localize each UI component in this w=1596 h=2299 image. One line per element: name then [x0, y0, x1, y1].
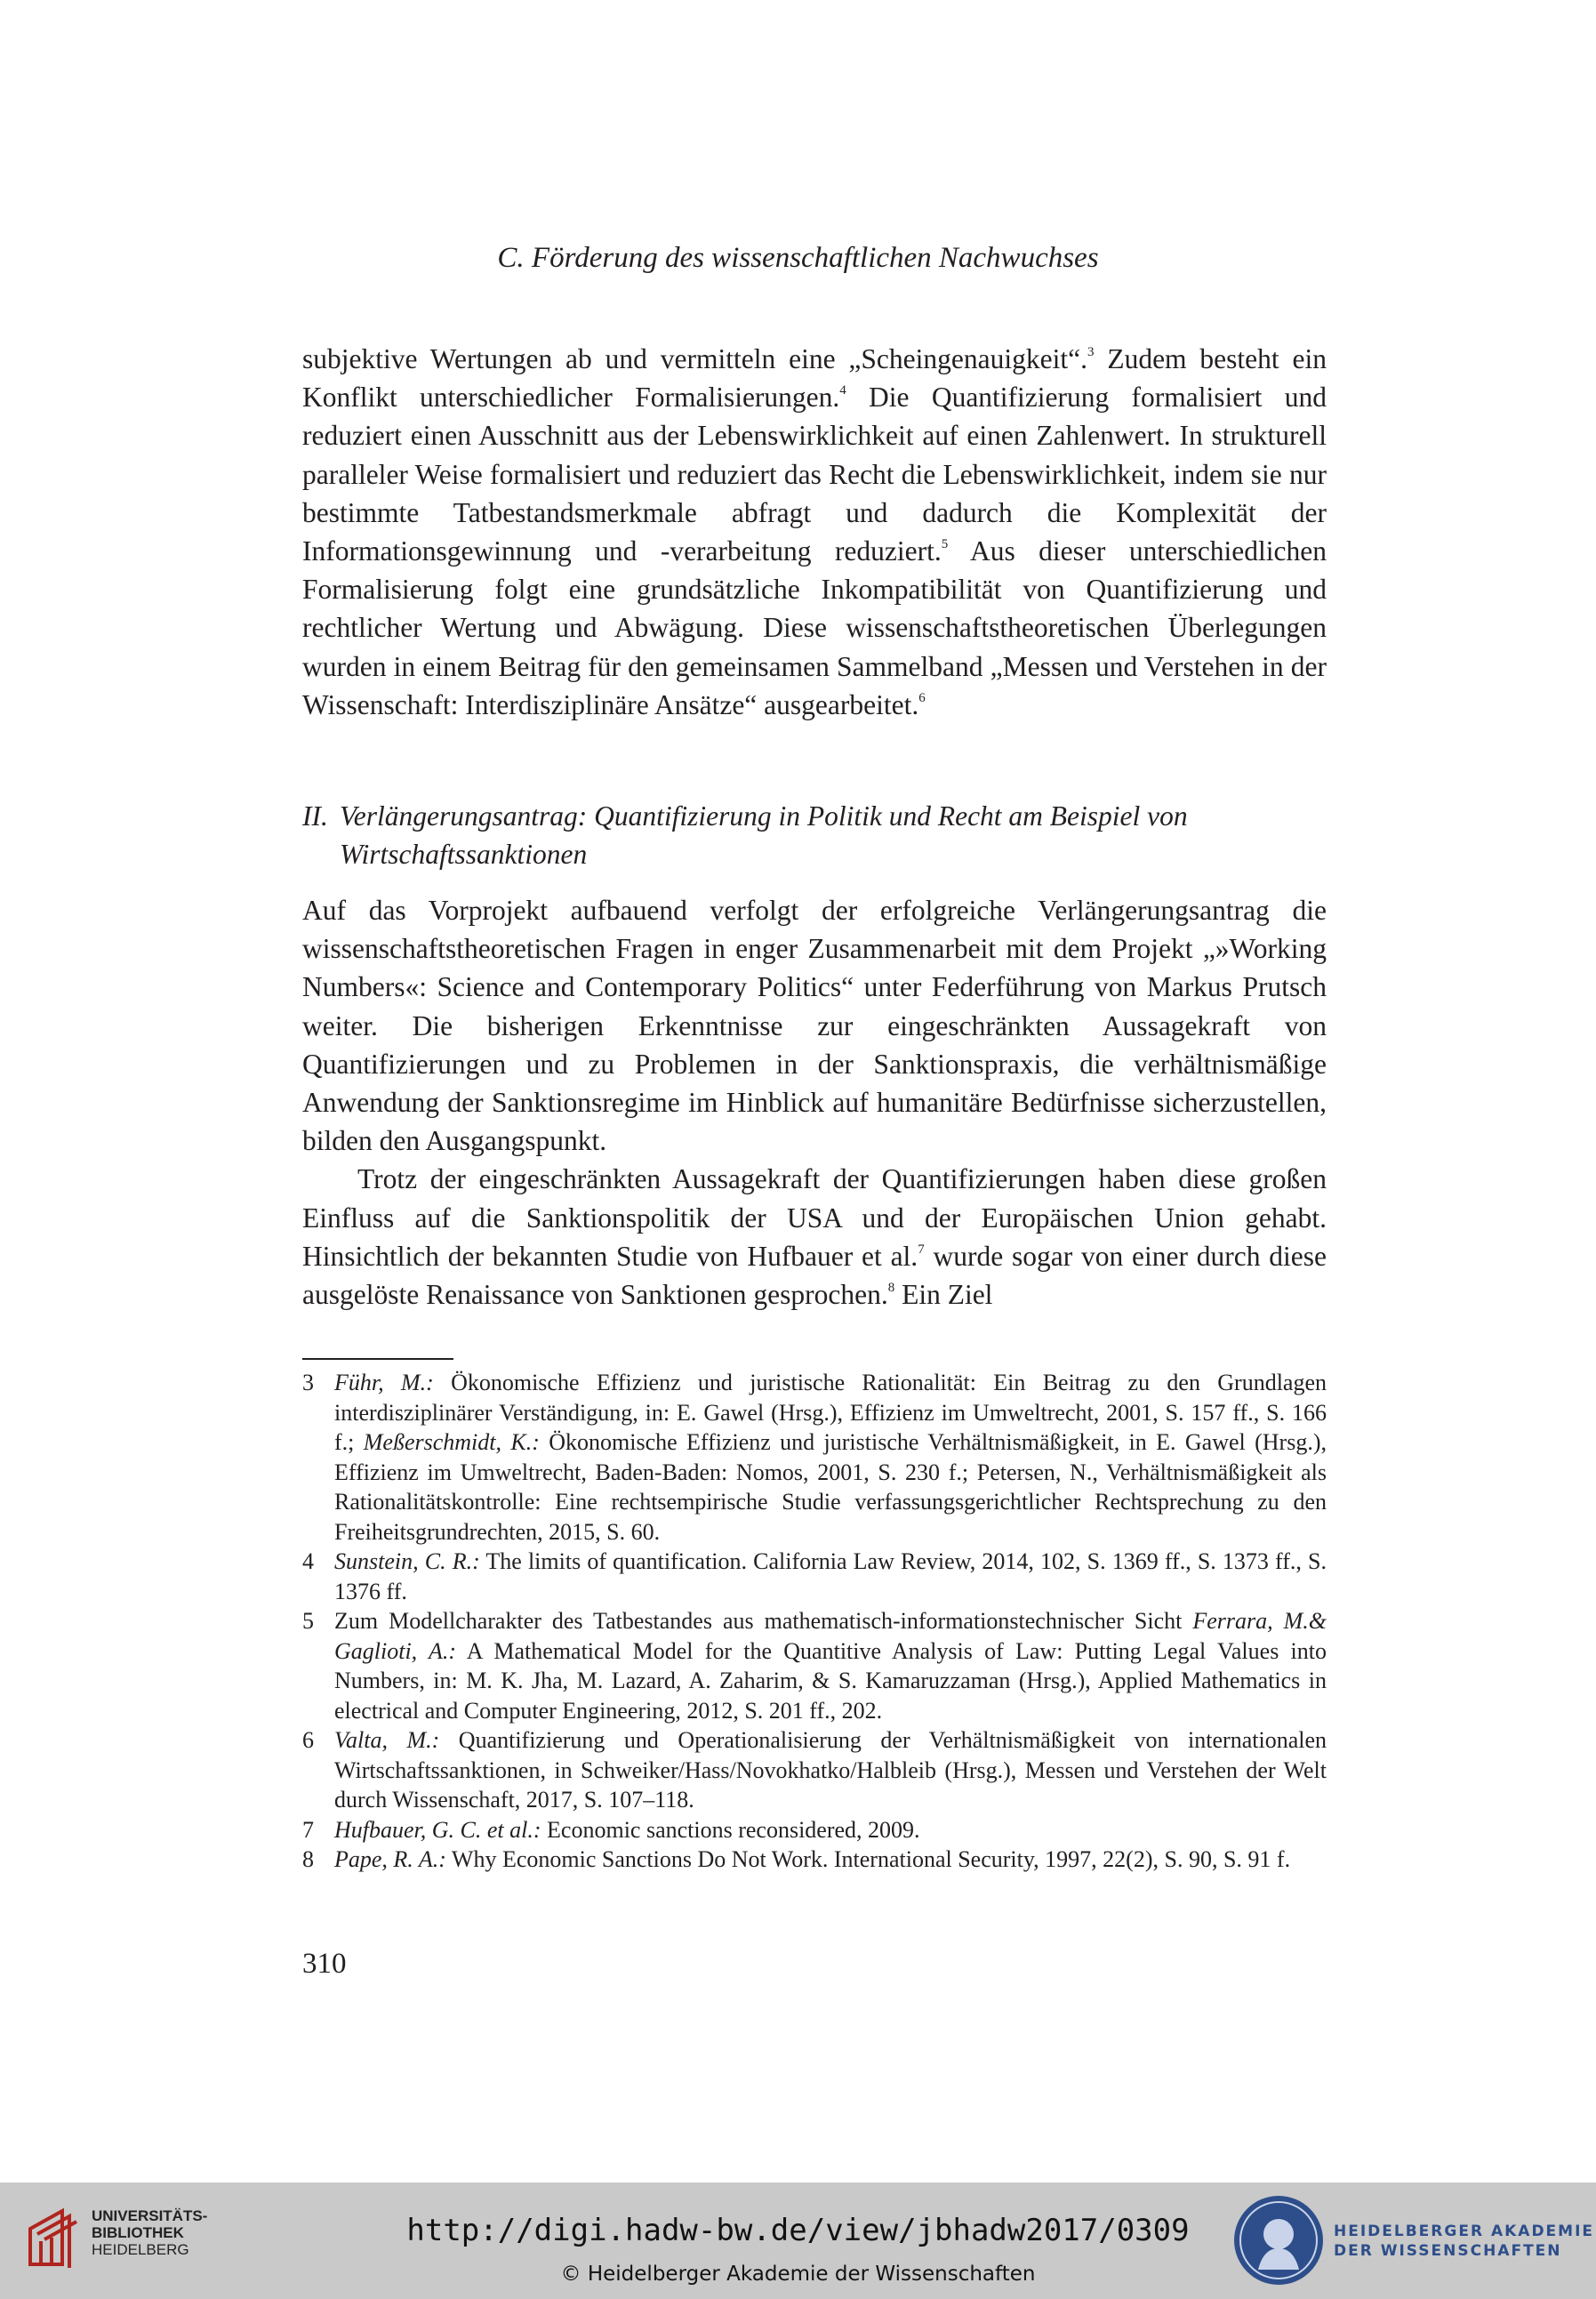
hadw-seal-icon[interactable]	[1231, 2193, 1326, 2287]
paragraph-3-text: wurde sogar von einer durch diese ausgelöste Renaissance von Sanktionen gesprochen.	[302, 1240, 1327, 1311]
footnotes	[302, 1368, 1327, 1875]
footnote-text: Quantifizierung und Operationalisierung der Verhältnismäßigkeit von internationalen Wirtschaftssanktionen, in Schweiker/Hass/Novokhatko/Halbleib (Hrsg.), Messen und Verstehen der Welt durch Wissenschaft, 2017, S. 107–118.	[334, 1727, 1327, 1813]
footnote-text: Ökonomische Effizienz und juristische Verhältnismäßigkeit, in E. Gawel (Hrsg.), Effizienz im Umweltrecht, Baden-Baden: Nomos, 2001, S. 230 f.; Petersen, N., Verhältnismäßigkeit als Rationalitätskontrolle: Eine rechtsempirische Studie verfassungsgerichtlicher Rechtsprechung zu den Freiheitsgrundrechten, 2015, S. 60.	[334, 1429, 1327, 1545]
footnote-text: Economic sanctions reconsidered, 2009.	[541, 1816, 920, 1843]
footnote-author: Führ, M.:	[334, 1370, 434, 1395]
footnote-3	[302, 1368, 1327, 1547]
page-number: 310	[302, 1948, 347, 1980]
paragraph-1-text: Aus dieser unterschiedlichen Formalisierung folgt eine grundsätzliche Inkompatibilität von Quantifizierung und rechtlicher Wertung und Abwägung. Diese wissenschaftstheoretischen Überlegungen wurden in einem Beitrag für den gemeinsamen Sammelband „Messen und Verstehen in der Wissenschaft: Interdisziplinäre Ansätze“ ausgearbeitet.	[302, 535, 1327, 720]
footnote-ref[interactable]: 8	[887, 1281, 895, 1296]
footnote-number: 3	[302, 1370, 314, 1395]
footnote-text: Why Economic Sanctions Do Not Work. International Security, 1997, 22(2), S. 90, S. 91 f.	[445, 1846, 1291, 1872]
footnote-author: Sunstein, C. R.:	[334, 1548, 480, 1574]
footnote-ref[interactable]: 5	[941, 537, 949, 552]
footnote-ref[interactable]: 6	[918, 690, 926, 705]
footnote-author: Hufbauer, G. C. et al.:	[334, 1816, 541, 1843]
footnote-text: The limits of quantification. California Law Review, 2014, 102, S. 1369 ff., S. 1373 ff., S. 1376 ff.	[334, 1548, 1327, 1604]
footnote-author: Pape, R. A.:	[334, 1846, 446, 1872]
footnote-number: 4	[302, 1548, 314, 1574]
footnote-number: 5	[302, 1608, 314, 1634]
footnote-5	[302, 1606, 1327, 1725]
footer-bar	[0, 2182, 1596, 2299]
hadw-logo-text	[1334, 2222, 1594, 2261]
footnote-8	[302, 1845, 1327, 1875]
running-head: C. Förderung des wissenschaftlichen Nachwuchses	[497, 242, 1099, 274]
footnote-text: A Mathematical Model for the Quantitive Analysis of Law: Putting Legal Values into Numbers, in: M. K. Jha, M. Lazard, A. Zaharim, & S. Kamaruzzaman (Hrsg.), Applied Mathematics in electrical and Computer Engineering, 2012, S. 201 ff., 202.	[334, 1637, 1327, 1724]
footnote-ref[interactable]: 3	[1087, 345, 1095, 359]
paragraph-1-text: Die Quantifizierung formalisiert und reduziert einen Ausschnitt aus der Lebenswirklichkeit auf einen Zahlenwert. In strukturell paralleler Weise formalisiert und reduziert das Recht die Lebenswirklichkeit, indem sie nur bestimmte Tatbestandsmerkmale abfragt und dadurch die Komplexität der Informationsgewinnung und -verarbeitung reduziert.	[302, 382, 1327, 567]
footnote-text: Zum Modellcharakter des Tatbestandes aus mathematisch-informationstechnischer Sicht	[334, 1608, 1193, 1634]
hadw-line-2: DER WISSENSCHAFTEN	[1334, 2242, 1562, 2260]
footnote-4	[302, 1547, 1327, 1606]
section-heading	[302, 797, 1327, 873]
ub-line-1: UNIVERSITÄTS-	[92, 2207, 208, 2224]
footnote-number: 6	[302, 1727, 314, 1753]
paragraph-1-text: subjektive Wertungen ab und vermitteln eine „Scheingenauigkeit“.	[302, 343, 1087, 374]
footer-copyright: © Heidelberger Akademie der Wissenschaften	[560, 2263, 1036, 2286]
hadw-line-1: HEIDELBERGER AKADEMIE	[1334, 2223, 1595, 2240]
footnote-6	[302, 1725, 1327, 1815]
footnote-divider	[302, 1358, 453, 1360]
footnote-number: 8	[302, 1846, 314, 1872]
footnote-7	[302, 1815, 1327, 1845]
footnote-author: Meßerschmidt, K.:	[363, 1429, 540, 1455]
section-title: Verlängerungsantrag: Quantifizierung in Politik und Recht am Beispiel von Wirtschaftssanktionen	[340, 800, 1188, 870]
footnote-number: 7	[302, 1816, 314, 1843]
footnote-text: Ökonomische Effizienz und juristische Rationalität: Ein Beitrag zu den Grundlagen interdisziplinärer Verständigung, in: E. Gawel (Hrsg.), Effizienz im Umweltrecht, 2001, S. 157 ff., S. 166 f.;	[334, 1370, 1327, 1455]
paragraph-3-text: Trotz der eingeschränkten Aussagekraft der Quantifizierungen haben diese großen Einfluss auf die Sanktionspolitik der USA und der Europäischen Union gehabt. Hinsichtlich der bekannten Studie von Hufbauer et al.	[302, 1163, 1327, 1272]
paragraph-3-text: Ein Ziel	[894, 1279, 993, 1311]
paragraph-2	[302, 891, 1327, 1314]
ub-line-3: HEIDELBERG	[92, 2241, 189, 2258]
footnote-author: Valta, M.:	[334, 1727, 440, 1753]
paragraph-1-text: Zudem besteht ein Konflikt unterschiedlicher Formalisierungen.	[302, 343, 1327, 414]
footnote-ref[interactable]: 4	[839, 383, 846, 398]
paragraph-1	[302, 340, 1327, 724]
footer-url-link[interactable]: http://digi.hadw-bw.de/view/jbhadw2017/0309	[406, 2213, 1190, 2248]
section-number: II.	[302, 800, 328, 832]
paragraph-3	[302, 1160, 1327, 1314]
paragraph-2-text: Auf das Vorprojekt aufbauend verfolgt der erfolgreiche Verlängerungsantrag die wissenschaftstheoretischen Fragen in enger Zusammenarbeit mit dem Projekt „»Working Numbers«: Science and Contemporary Politics“ unter Federführung von Markus Prutsch weiter. Die bisherigen Erkenntnisse zur eingeschränkten Aussagekraft von Quantifizierungen und zu Problemen in der Sanktionspraxis, die verhältnismäßige Anwendung der Sanktionsregime im Hinblick auf humanitäre Bedürfnisse sicherzustellen, bilden den Ausgangspunkt.	[302, 895, 1327, 1157]
footnote-author: Ferrara, M.& Gaglioti, A.:	[334, 1608, 1327, 1664]
footnote-ref[interactable]: 7	[918, 1242, 925, 1257]
ub-line-2: BIBLIOTHEK	[92, 2224, 184, 2241]
